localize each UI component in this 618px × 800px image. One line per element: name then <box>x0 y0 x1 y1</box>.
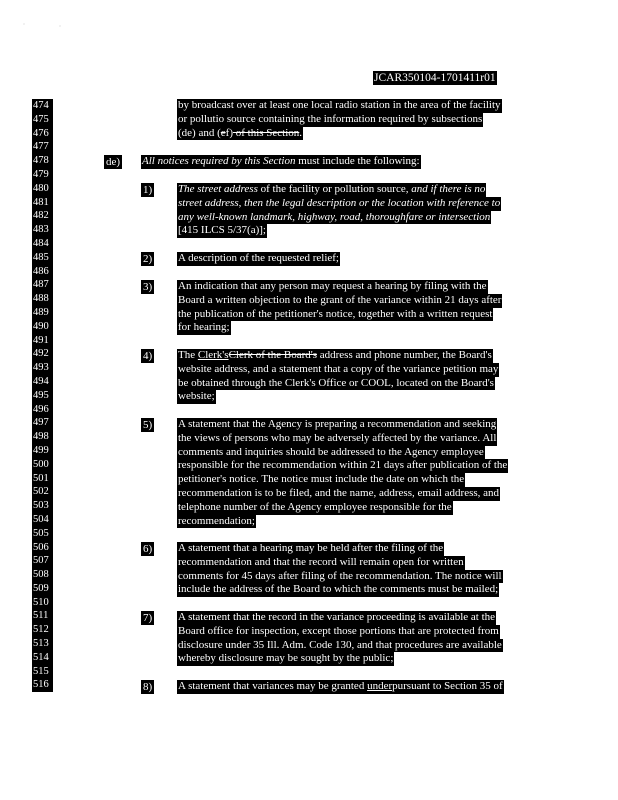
text-line: recommendation is to be filed, and the name, address, email address, and <box>178 486 500 499</box>
text-line: be obtained through the Clerk's Office or COOL, located on the Board's <box>178 376 494 389</box>
line-number-column <box>32 99 54 692</box>
line-number: 500 <box>32 458 53 472</box>
text-line: A statement that the record in the variance proceeding is available at the <box>178 611 496 623</box>
line-number: 513 <box>32 637 53 651</box>
text-line: include the address of the Board to which the comments must be mailed; <box>178 583 499 596</box>
text-line: comments for 45 days after filing of the recommendation. The notice will <box>178 569 502 582</box>
line-number: 501 <box>32 472 53 486</box>
text-line: All notices required by this Section must include the following: <box>142 155 420 167</box>
line-number: 509 <box>32 582 53 596</box>
item-6-text <box>177 542 503 597</box>
line-number: 482 <box>32 209 53 223</box>
line-number: 507 <box>32 554 53 568</box>
item-marker: 6) <box>143 543 153 555</box>
line-number: 477 <box>32 140 53 154</box>
text-line: whereby disclosure may be sought by the public; <box>178 652 394 665</box>
text-line: A statement that a hearing may be held after the filing of the <box>178 542 444 554</box>
line-number: 515 <box>32 665 53 679</box>
text-line: responsible for the recommendation within 21 days after publication of the <box>178 459 508 472</box>
line-number: 476 <box>32 127 53 141</box>
text-line: disclosure under 35 Ill. Adm. Code 130, and that procedures are available <box>178 638 502 651</box>
text-line: The street address of the facility or pollution source, and if there is no <box>178 183 486 195</box>
text-line: telephone number of the Agency employee responsible for the <box>178 500 452 513</box>
line-number: 481 <box>32 196 53 210</box>
item-marker: 4) <box>143 350 153 362</box>
line-number: 490 <box>32 320 53 334</box>
line-number: 514 <box>32 651 53 665</box>
scan-artifact-mark <box>22 22 62 28</box>
line-number: 492 <box>32 347 53 361</box>
line-number: 489 <box>32 306 53 320</box>
item-1-text <box>177 183 501 238</box>
line-number: 510 <box>32 596 53 610</box>
text-line: website address, and a statement that a copy of the variance petition may <box>178 362 499 375</box>
item-2-text <box>177 252 340 266</box>
item-marker: 7) <box>143 612 153 624</box>
line-number: 505 <box>32 527 53 541</box>
item-marker: 8) <box>143 681 153 693</box>
line-number: 491 <box>32 334 53 348</box>
section-intro <box>141 155 421 169</box>
line-number: 484 <box>32 237 53 251</box>
text-line: [415 ILCS 5/37(a)]; <box>178 224 266 237</box>
line-number: 498 <box>32 430 53 444</box>
line-number: 487 <box>32 278 53 292</box>
line-number: 497 <box>32 416 53 430</box>
text-line: the views of persons who may be adversely affected by the variance. All <box>178 431 497 444</box>
line-number: 496 <box>32 403 53 417</box>
text-line: by broadcast over at least one local radio station in the area of the facility <box>178 99 501 111</box>
line-number: 502 <box>32 485 53 499</box>
text-line: street address, then the legal description or the location with reference to <box>178 196 501 209</box>
text-line: A description of the requested relief; <box>178 252 339 264</box>
line-number: 499 <box>32 444 53 458</box>
text-line: petitioner's notice. The notice must include the date on which the <box>178 473 465 486</box>
text-line: An indication that any person may request a hearing by filing with the <box>178 280 487 292</box>
line-number: 508 <box>32 568 53 582</box>
item-3-text <box>177 280 502 335</box>
text-line: A statement that variances may be granted underpursuant to Section 35 of <box>178 680 503 692</box>
text-line: for hearing; <box>178 321 230 334</box>
item-4-text <box>177 349 499 404</box>
item-marker: 1) <box>143 184 153 196</box>
line-number: 512 <box>32 623 53 637</box>
text-line: Board office for inspection, except those portions that are protected from <box>178 624 499 637</box>
text-line: A statement that the Agency is preparing a recommendation and seeking <box>178 418 497 430</box>
line-number: 504 <box>32 513 53 527</box>
text-line: The Clerk'sClerk of the Board's address and phone number, the Board's <box>178 349 492 361</box>
text-line: any well-known landmark, highway, road, thoroughfare or intersection <box>178 210 491 223</box>
line-number: 495 <box>32 389 53 403</box>
item-7-text <box>177 611 503 666</box>
line-number: 493 <box>32 361 53 375</box>
text-line: comments and inquiries should be addressed to the Agency employee <box>178 445 484 458</box>
line-number: 474 <box>32 99 53 113</box>
document-code: JCAR350104-1701411r01 <box>374 72 496 84</box>
text-line: recommendation; <box>178 514 255 527</box>
text-line: recommendation and that the record will remain open for written <box>178 555 464 568</box>
text-line: the publication of the petitioner's notice, together with a written request <box>178 307 493 320</box>
text-line: or pollutio source containing the information required by subsections <box>178 112 483 125</box>
item-8-text <box>177 680 504 694</box>
line-number: 516 <box>32 678 53 692</box>
text-line: (de) and (ef) of this Section. <box>178 126 303 139</box>
line-number: 485 <box>32 251 53 265</box>
text-line: website; <box>178 390 215 403</box>
section-marker: de) <box>106 156 121 168</box>
text-line: Board a written objection to the grant of the variance within 21 days after <box>178 293 502 306</box>
line-number: 488 <box>32 292 53 306</box>
line-number: 486 <box>32 265 53 279</box>
continuation-paragraph <box>177 99 502 140</box>
line-number: 506 <box>32 541 53 555</box>
line-number: 483 <box>32 223 53 237</box>
line-number: 478 <box>32 154 53 168</box>
item-marker: 2) <box>143 253 153 265</box>
line-number: 480 <box>32 182 53 196</box>
line-number: 475 <box>32 113 53 127</box>
item-marker: 3) <box>143 281 153 293</box>
line-number: 479 <box>32 168 53 182</box>
line-number: 503 <box>32 499 53 513</box>
line-number: 511 <box>32 609 53 623</box>
line-number: 494 <box>32 375 53 389</box>
item-marker: 5) <box>143 419 153 431</box>
item-5-text <box>177 418 508 528</box>
